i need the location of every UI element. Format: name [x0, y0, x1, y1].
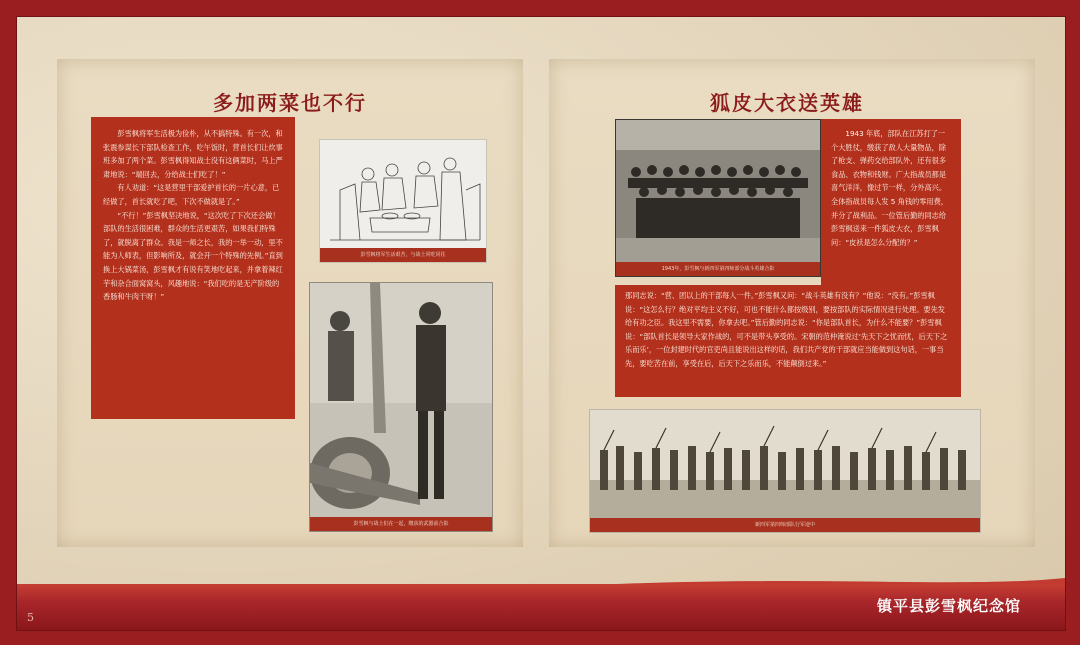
- left-paragraph: “不行！”彭雪枫坚决地说，“这次吃了下次还会做！部队的生活很困难，群众的生活更艰苦，如果我们特殊了，就脱离了群众。我是一师之长，我的一举一动，里不能为人师表，但影响所及，就会开一个特殊的先例。”直到换上大锅菜汤，彭雪枫才有说有笑地吃起来，并拿着辣红芋和杂合面窝窝头，风趣地说：“我们吃的是无产阶级的香肠和牛肉干呀！”: [103, 210, 283, 302]
- page-content: [16, 16, 1066, 631]
- right-story-text-bottom: [615, 285, 961, 397]
- photo-image: [590, 410, 980, 518]
- photo-image: [310, 283, 492, 517]
- photo-caption: 彭雪枫将军生活艰苦，与战士同吃同住: [320, 248, 486, 262]
- sketch-illustration: [319, 139, 487, 263]
- historical-photo: [309, 282, 493, 532]
- footer-band: [17, 584, 1065, 630]
- sketch-drawing: [320, 140, 486, 248]
- page-number: 5: [27, 611, 34, 624]
- right-story-text-top: [821, 119, 961, 285]
- left-paragraph: 有人劝道：“这是营里干部爱护首长的一片心意，已经做了，首长就吃了吧，下次不做就是了。”: [103, 183, 280, 206]
- troops-photo: [589, 409, 981, 533]
- photo-caption: 1943年，彭雪枫与新四军第四师部分战斗英雄合影: [616, 262, 820, 276]
- photo-image: [616, 120, 820, 262]
- group-photo: [615, 119, 821, 277]
- left-story-text: [91, 117, 295, 419]
- photo-caption: 彭雪枫与战士们在一起，缴获的武器前合影: [310, 517, 492, 531]
- left-section-title: 多加两菜也不行: [213, 91, 367, 115]
- right-paragraph: 那同志说：“营、团以上的干部每人一件。”彭雪枫又问：“战斗英雄有没有？”他说：“没有。”彭雪枫说：“这怎么行？绝对平均主义不好，可也不能什么都按级别，要按部队的实际情况进行处理。要先发给有功之臣。我这里不需要，你拿去吧。”管后勤的同志说：“你是部队首长，为什么不能要？”彭雪枫说：“部队首长是领导大家作战的，可不是带头享受的。宋朝的范仲淹说过‘先天下之忧而忧，后天下之乐而乐’，一位封建时代的官吏尚且能说出这样的话，我们共产党的干部就应当能做到这句话，一事当先，要吃苦在前，享受在后，后天下之乐而乐，不能颠倒过来。”: [625, 291, 948, 368]
- museum-name: 镇平县彭雪枫纪念馆: [876, 597, 1021, 615]
- right-section-title: 狐皮大衣送英雄: [710, 91, 864, 115]
- right-paragraph: 1943 年底，部队在江苏打了一个大胜仗，缴获了敌人大量物品，除了枪支、弹药交给部队外，还有很多食品、衣物和钱财。广大指战员都是喜气洋洋，像过节一样，分外高兴。全体指战员每人发 5 角钱的零用费，并分了战利品。一位管后勤的同志给彭雪枫送来一件狐皮大衣，彭雪枫问：“皮袄是怎么分配的？”: [831, 129, 948, 247]
- left-paragraph: 彭雪枫将军生活极为俭朴，从不搞特殊。有一次，和张震参谋长下部队检查工作，吃午饭时，营首长们让炊事班多加了两个菜。彭雪枫得知战士没有这俩菜时，马上严肃地说：“端回去，分给战士们吃了！”: [103, 129, 283, 179]
- photo-caption: 新四军第四师部队行军途中: [590, 518, 980, 532]
